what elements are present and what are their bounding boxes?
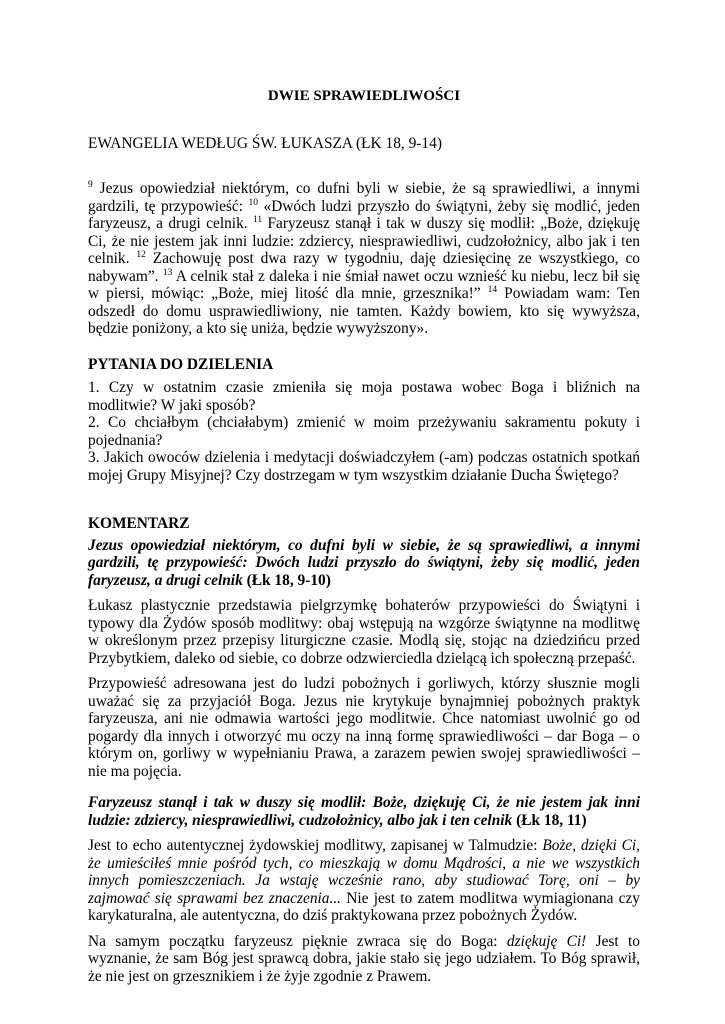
- commentary-lead-quote: [88, 794, 640, 829]
- verse-number: 13: [162, 267, 173, 278]
- document-body: [88, 88, 640, 985]
- gospel-heading: EWANGELIA WEDŁUG ŚW. ŁUKASZA (ŁK 18, 9-14): [88, 134, 442, 152]
- commentary-paragraph: Przypowieść adresowana jest do ludzi pobożnych i gorliwych, którzy słusznie mogli uważać się za przyjaciół Boga. Jezus nie krytykuje bynajmniej pobożnych praktyk faryzeusza, ani nie odmawia wartości jego modlitwie. Chce natomiast uwolnić go od pogardy dla innych i otworzyć mu oczy na inną formę sprawiedliwości – dar Boga – o którym on, gorliwy w wypełnianiu Prawa, a zarazem pewien swojej sprawiedliwości – nie ma pojęcia.: [88, 675, 640, 780]
- verse-text: «Dwóch ludzi przyszło do świątyni, żeby się modlić, jeden faryzeusz, a drugi celnik.: [88, 197, 641, 232]
- commentary-paragraph: [88, 933, 640, 986]
- commentary-paragraph: [88, 837, 640, 925]
- paragraph-text: Jest to echo autentycznej żydowskiej modlitwy, zapisanej w Talmudzie:: [88, 837, 543, 854]
- document-title: DWIE SPRAWIEDLIWOŚCI: [267, 88, 461, 104]
- gospel-passage: [88, 180, 640, 338]
- commentary-lead-quote: [88, 537, 640, 590]
- verse-number: 10: [248, 197, 259, 208]
- commentary-heading: KOMENTARZ: [88, 515, 190, 532]
- question-item: 1. Czy w ostatnim czasie zmieniła się moja postawa wobec Boga i bliźnich na modlitwie? W jaki sposób?: [88, 379, 640, 414]
- lead-quote-reference: (Łk 18, 9-10): [242, 571, 331, 589]
- commentary-paragraph: Łukasz plastycznie przedstawia pielgrzymkę bohaterów przypowieści do Świątyni i typowy dla Żydów sposób modlitwy: obaj wstępują na wzgórze świątynne na modlitwę w określonym przez przepisy liturgiczne czasie. Modlą się, stojąc na dziedzińcu przed Przybytkiem, daleko od siebie, co dobrze odzwierciedla dzielącą ich społeczną przepaść.: [88, 597, 640, 667]
- verse-text: Faryzeusz stanął i tak w duszy się modlił: „Boże, dziękuję Ci, że nie jestem jak inni ludzie: zdziercy, niesprawiedliwi, cudzołożnicy, albo jak i ten celnik.: [88, 215, 640, 267]
- verse-number: 12: [136, 250, 146, 260]
- verse-text: A celnik stał z daleka i nie śmiał nawet oczu wznieść ku niebu, lecz bił się w piersi, mówiąc: „Boże, miej litość dla mnie, grzesznika!”: [88, 267, 640, 302]
- lead-quote-text: Jezus opowiedział niektórym, co dufni byli w siebie, że są sprawiedliwi, a innymi gardzili, tę przypowieść: Dwóch ludzi przyszło do świątyni, żeby się modlić, jeden faryzeusz, a drugi celnik: [88, 536, 640, 589]
- paragraph-text: Jest to wyznanie, że sam Bóg jest sprawcą dobra, jakie stało się jego udziałem. To Bóg sprawił, że nie jest on grzesznikiem i że żyje zgodnie z Prawem.: [88, 932, 640, 985]
- questions-heading: PYTANIA DO DZIELENIA: [88, 355, 274, 373]
- verse-number: 11: [252, 215, 263, 225]
- paragraph-text: Nie jest to zatem modlitwa wymiagionana czy karykaturalna, ale autentyczna, do dziś praktykowana przez pobożnych Żydów.: [88, 889, 640, 924]
- verse-text: Jezus opowiedział niektórym, co dufni byli w siebie, że są sprawiedliwi, a innymi gardzili, tę przypowieść:: [88, 180, 640, 215]
- talmud-quote: Boże, dzięki Ci, że umieściłeś mnie pośród tych, co mieszkają w domu Mądrości, a nie we wszystkich innych pomieszczeniach. Ja wstaję wcześnie rano, aby studiować Torę, oni – by zajmować się sprawami bez znaczenia...: [88, 837, 641, 907]
- paragraph-text: Na samym początku faryzeusz pięknie zwraca się do Boga:: [88, 932, 507, 950]
- lead-quote-text: Faryzeusz stanął i tak w duszy się modlił: Boże, dziękuję Ci, że nie jestem jak inni ludzie: zdziercy, niesprawiedliwi, cudzołożnicy, albo jak i ten celnik: [88, 794, 640, 829]
- questions-list: [88, 379, 640, 484]
- verse-number: 9: [88, 180, 93, 190]
- verse-number: 14: [487, 285, 498, 295]
- verse-text: Zachowuję post dwa razy w tygodniu, daję dziesięcinę ze wszystkiego, co nabywam”.: [88, 250, 640, 285]
- verse-text: Powiadam wam: Ten odszedł do domu usprawiedliwiony, nie tamten. Każdy bowiem, kto się wywyższa, będzie poniżony, a kto się uniża, będzie wywyższony».: [88, 285, 640, 337]
- lead-quote-reference: (Łk 18, 11): [512, 811, 587, 829]
- question-item: 3. Jakich owoców dzielenia i medytacji doświadczyłem (-am) podczas ostatnich spotkań mojej Grupy Misyjnej? Czy dostrzegam w tym wszystkim działanie Ducha Świętego?: [88, 449, 640, 484]
- prayer-quote: dziękuję Ci!: [506, 932, 587, 950]
- question-item: 2. Co chciałbym (chciałabym) zmienić w moim przeżywaniu sakramentu pokuty i pojednania?: [88, 414, 640, 449]
